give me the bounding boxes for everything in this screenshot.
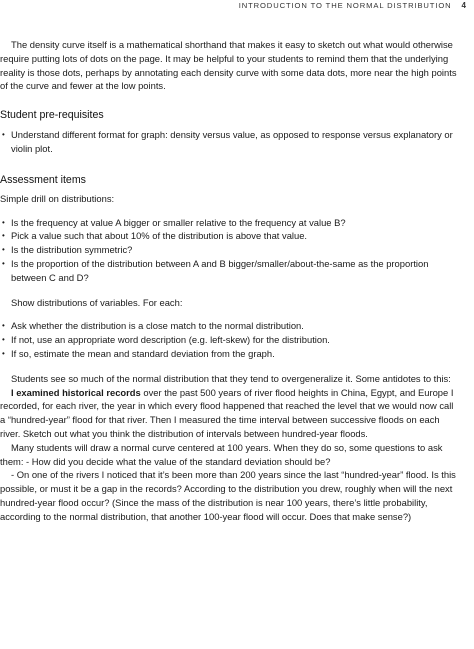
list-item: • Is the proportion of the distribution between A and B bigger/smaller/about-the-same as the proportion between C and D? [0, 257, 460, 285]
normal-curve-paragraph: Many students will draw a normal curve centered at 100 years. When they do so, some questions to ask them: - How did you decide what the value of the standard deviation should be? [0, 441, 443, 467]
list-item: • Is the distribution symmetric? [0, 243, 460, 257]
flood-lead-bold: I examined historical records [11, 386, 141, 398]
prerequisites-list [0, 128, 460, 156]
flood-question-text: over the past 500 years of river flood heights in China, Egypt, and Europe I recorded, for each river, the year in which every flood happened that reached the level that we would now call a “hundred-year” flood for that river. Then I measured the time interval between successive floods on each river. Sketch out what you think the distribution of intervals between hundred-year floods. [0, 386, 454, 439]
variables-list [0, 319, 460, 360]
list-item: • Understand different format for graph: density versus value, as opposed to response versus explanatory or violin plot. [0, 128, 460, 156]
running-title: INTRODUCTION TO THE NORMAL DISTRIBUTION [238, 1, 452, 10]
variables-lead: Show distributions of variables. For each: [11, 296, 183, 308]
list-item: • Is the frequency at value A bigger or smaller relative to the frequency at value B? [0, 216, 460, 230]
list-item: • If not, use an appropriate word description (e.g. left-skew) for the distribution. [0, 333, 460, 347]
drill-lead: Simple drill on distributions: [0, 192, 115, 204]
page-number: 4 [461, 1, 466, 10]
assessment-heading: Assessment items [0, 173, 86, 186]
rivers-question-paragraph: - On one of the rivers I noticed that it’s been more than 200 years since the last “hundred-year” flood. Is this possible, or must it be a gap in the records? According to the distribution you drew, roughly when will the next hundred-year flood occur? (Since the mass of the distribution is near 100 years, there’s little probability, according to the normal distribution, that another 100-year flood will occur. Does that make sense?) [0, 469, 456, 522]
list-item: • Pick a value such that about 10% of the distribution is above that value. [0, 229, 460, 243]
overgeneralize-paragraph: Students see so much of the normal distribution that they tend to overgeneralize it. Some antidotes to this: [11, 372, 451, 384]
flood-question [0, 386, 460, 441]
list-item: • Ask whether the distribution is a close match to the normal distribution. [0, 319, 460, 333]
page-content [0, 38, 460, 524]
prerequisites-heading: Student pre-requisites [0, 109, 104, 122]
running-header [239, 1, 466, 11]
drill-list [0, 216, 460, 285]
list-item: • If so, estimate the mean and standard deviation from the graph. [0, 347, 460, 361]
intro-paragraph: The density curve itself is a mathematical shorthand that makes it easy to sketch out what would otherwise require putting lots of dots on the page. It may be helpful to your students to remind them that the underlying reality is those dots, perhaps by annotating each density curve with some data dots, more near the high points of the curve and fewer at the low points. [0, 39, 457, 92]
